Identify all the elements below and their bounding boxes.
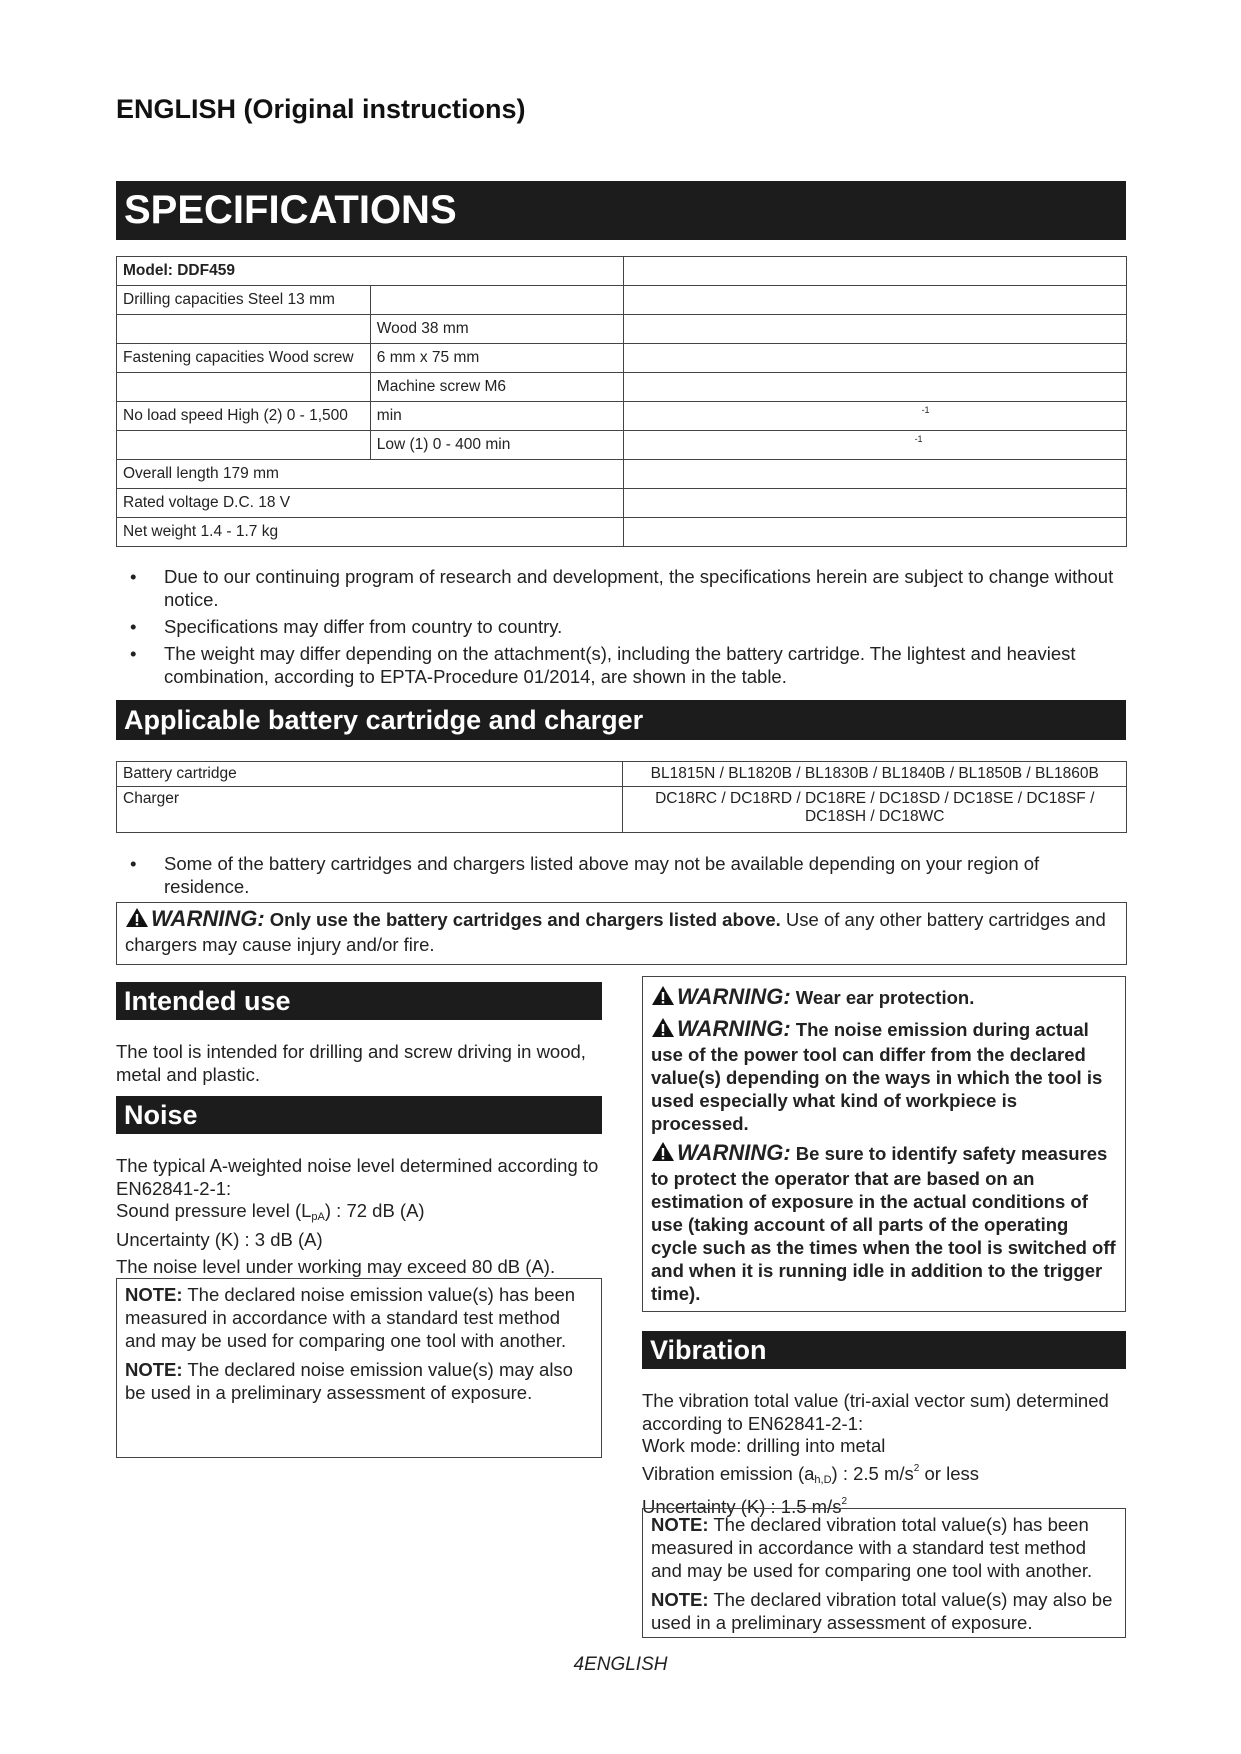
intended-use-heading: Intended use xyxy=(116,982,602,1020)
noise-note-box: NOTE: The declared noise emission value(s) has been measured in accordance with a standard test method and may be used for comparing one tool with another. NOTE: The declared noise emission value(s) may also be used in a preliminary assessment of exposure. xyxy=(116,1278,602,1458)
warning-triangle-icon xyxy=(125,907,149,933)
table-row: Fastening capacities Wood screw 6 mm x 75 mm xyxy=(117,344,1127,373)
table-row: Wood 38 mm xyxy=(117,315,1127,344)
spec-notes xyxy=(116,565,1116,692)
list-item: • The weight may differ depending on the attachment(s), including the battery cartridge. The lightest and heaviest combination, according to EPTA-Procedure 01/2014, are shown in the table. xyxy=(130,643,1076,687)
warning-triangle-icon xyxy=(651,985,675,1011)
list-item: • Specifications may differ from country to country. xyxy=(130,616,563,637)
table-row: Machine screw M6 xyxy=(117,373,1127,402)
specifications-heading: SPECIFICATIONS xyxy=(116,181,1126,240)
table-row: Charger DC18RC / DC18RD / DC18RE / DC18SD / DC18SE / DC18SF / DC18SH / DC18WC xyxy=(117,787,1127,833)
battery-warning-box: WARNING: Only use the battery cartridges and chargers listed above. Use of any other battery cartridges and chargers may cause injury and/or fire. xyxy=(116,902,1127,965)
list-item: • Some of the battery cartridges and chargers listed above may not be available depending on your region of residence. xyxy=(130,853,1040,897)
page-footer: 4ENGLISH xyxy=(573,1654,668,1675)
language-title: ENGLISH (Original instructions) xyxy=(116,94,526,124)
model-cell: Model: DDF459 xyxy=(117,257,624,286)
table-row: No load speed High (2) 0 - 1,500 min -1 xyxy=(117,402,1127,431)
table-row: Battery cartridge BL1815N / BL1820B / BL1830B / BL1840B / BL1850B / BL1860B xyxy=(117,762,1127,787)
warning-triangle-icon xyxy=(651,1141,675,1167)
list-item: • Due to our continuing program of research and development, the specifications herein are subject to change without notice. xyxy=(130,566,1114,610)
vibration-text: The vibration total value (tri-axial vector sum) determined according to EN62841-2-1: Work mode: drilling into metal Vibration emission $(a_{h,D})$ : 2.5 $m/s^2$ or less Uncertainty (K) : 1.5 $m/s^2$ xyxy=(642,1390,1109,1517)
table-row: Drilling capacities Steel 13 mm xyxy=(117,286,1127,315)
specifications-table xyxy=(116,256,1127,547)
table-row: Low (1) 0 - 400 min -1 xyxy=(117,431,1127,460)
vibration-heading: Vibration xyxy=(642,1331,1126,1369)
superscript: -1 xyxy=(914,434,923,444)
vibration-note-box: NOTE: The declared vibration total value(s) has been measured in accordance with a standard test method and may be used for comparing one tool with another. NOTE: The declared vibration total value(s) may also be used in a preliminary assessment of exposure. xyxy=(642,1508,1126,1638)
intended-use-text: The tool is intended for drilling and screw driving in wood, metal and plastic. xyxy=(116,1041,586,1085)
noise-heading: Noise xyxy=(116,1096,602,1134)
noise-warning-box: WARNING: Wear ear protection. WARNING: The noise emission during actual use of the power tool can differ from the declared value(s) depending on the ways in which the tool is used especially what kind of workpiece is processed. WARNING: Be sure to identify safety measures to protect the operator that are based on an estimation of exposure in the actual conditions of use (taking account of all parts of the operating cycle such as the times when the tool is switched off and when it is running idle in addition to the trigger time). xyxy=(642,976,1126,1312)
battery-note xyxy=(116,852,1116,902)
superscript: -1 xyxy=(921,405,930,415)
noise-text: The typical A-weighted noise level determined according to EN62841-2-1: Sound pressure level $(L_{pA})$ : 72 dB (A) Uncertainty (K) : 3 dB (A) The noise level under working may exceed 80 dB (A). xyxy=(116,1155,599,1277)
battery-table xyxy=(116,761,1127,833)
warning-triangle-icon xyxy=(651,1017,675,1043)
table-row xyxy=(117,257,1127,286)
table-row: Overall length 179 mm xyxy=(117,460,1127,489)
table-row: Net weight 1.4 - 1.7 kg xyxy=(117,518,1127,547)
table-row: Rated voltage D.C. 18 V xyxy=(117,489,1127,518)
battery-heading: Applicable battery cartridge and charger xyxy=(116,700,1126,740)
